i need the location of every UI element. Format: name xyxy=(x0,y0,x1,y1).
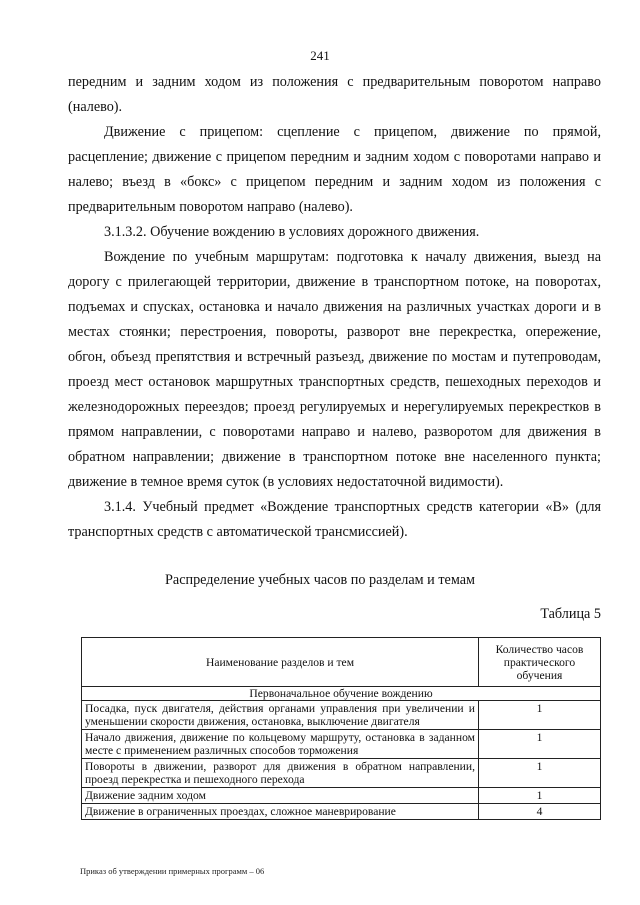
paragraph-continuation: передним и задним ходом из положения с предварительным поворотом направо (налево). xyxy=(68,74,601,115)
section-heading-3-1-3-2: 3.1.3.2. Обучение вождению в условиях дорожного движения. xyxy=(104,224,480,240)
header-name-cell: Наименование разделов и тем xyxy=(82,638,479,687)
topic-hours-cell: 1 xyxy=(479,788,601,804)
paragraph-training-routes: Вождение по учебным маршрутам: подготовка к началу движения, выезд на дорогу с прилегающей территории, движение в транспортном потоке, на поворотах, подъемах и спусках, остановка и начало движения на различных участках дороги и в местах стоянки; перестроения, повороты, разворот вне перекрестка, опережение, обгон, объезд препятствия и встречный разъезд, движение по мостам и путепроводам, проезд мест остановок маршрутных транспортных средств, пешеходных переходов и железнодорожных переездов; проезд регулируемых и нерегулируемых перекрестков в прямом направлении, с поворотами направо и налево, разворотом для движения в обратном направлении; движение в транспортном потоке вне населенного пункта; движение в темное время суток (в условиях недостаточной видимости). xyxy=(68,249,601,490)
topic-hours-cell: 1 xyxy=(479,730,601,759)
body-text xyxy=(68,70,601,545)
topic-hours-cell: 1 xyxy=(479,701,601,730)
section-heading-3-1-4: 3.1.4. Учебный предмет «Вождение транспортных средств категории «B» (для транспортных средств с автоматической трансмиссией). xyxy=(68,499,601,540)
paragraph-trailer-driving: Движение с прицепом: сцепление с прицепом, движение по прямой, расцепление; движение с прицепом передним и задним ходом с поворотами направо и налево; въезд в «бокс» с прицепом передним и задним ходом из положения с предварительным поворотом направо (налево). xyxy=(68,124,601,215)
footer-note: Приказ об утверждении примерных программ – 06 xyxy=(80,866,265,876)
topic-name-cell: Начало движения, движение по кольцевому маршруту, остановка в заданном месте с применением различных способов торможения xyxy=(82,730,479,759)
table-row xyxy=(82,759,601,788)
topic-hours-cell: 1 xyxy=(479,759,601,788)
page-number: 241 xyxy=(310,48,330,63)
table-row xyxy=(82,701,601,730)
table-label: Таблица 5 xyxy=(540,606,601,622)
table-row xyxy=(82,788,601,804)
hours-table xyxy=(81,637,601,820)
topic-name-cell: Движение в ограниченных проездах, сложное маневрирование xyxy=(82,804,479,820)
topic-name-cell: Посадка, пуск двигателя, действия органами управления при увеличении и уменьшении скорости движения, остановка, выключение двигателя xyxy=(82,701,479,730)
section-cell: Первоначальное обучение вождению xyxy=(82,687,601,701)
header-hours-cell: Количество часов практического обучения xyxy=(479,638,601,687)
table-row xyxy=(82,804,601,820)
table-section-row xyxy=(82,687,601,701)
topic-hours-cell: 4 xyxy=(479,804,601,820)
table-row xyxy=(82,730,601,759)
topic-name-cell: Движение задним ходом xyxy=(82,788,479,804)
topic-name-cell: Повороты в движении, разворот для движения в обратном направлении, проезд перекрестка и пешеходного перехода xyxy=(82,759,479,788)
table-header-row xyxy=(82,638,601,687)
distribution-title: Распределение учебных часов по разделам и темам xyxy=(165,572,475,588)
